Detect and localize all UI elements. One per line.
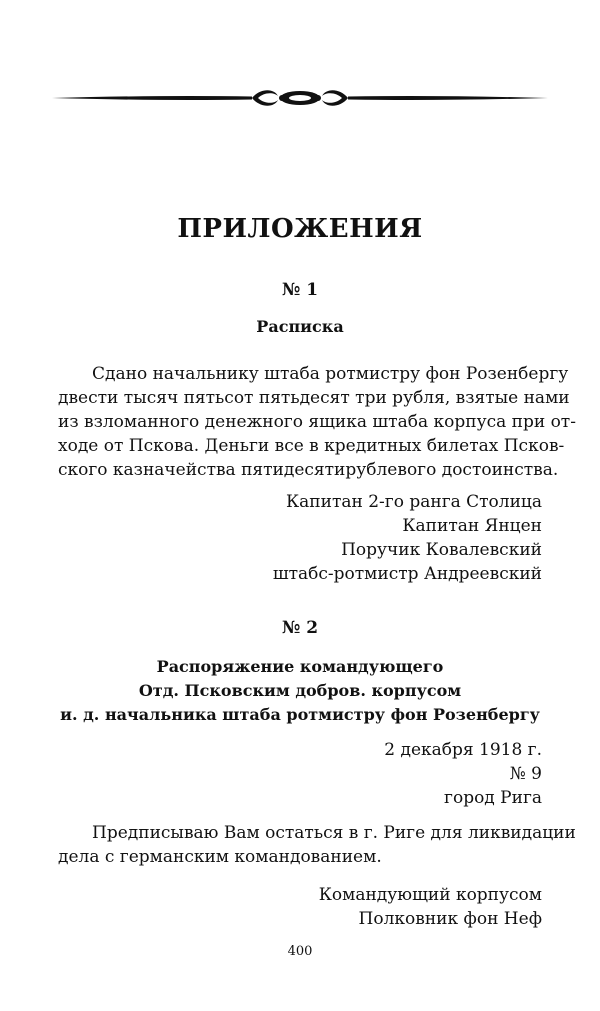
doc2-date: 2 декабря 1918 г. — [384, 740, 542, 760]
doc1-body-line: ского казначейства пятидесятирублевого достоинства. — [58, 460, 559, 480]
signature-line: Поручик Ковалевский — [341, 540, 542, 560]
doc1-body-line: из взломанного денежного ящика штаба корпуса при от- — [58, 412, 576, 432]
doc1-body-line: двести тысяч пятьсот пятьдесят три рубля, взятые нами — [58, 388, 570, 408]
doc1-body-line: Сдано начальнику штаба ротмистру фон Розенбергу — [92, 364, 569, 384]
signature-line: Командующий корпусом — [318, 885, 542, 905]
doc2-number: № 2 — [281, 618, 319, 638]
doc2-body — [58, 821, 576, 869]
doc2-heading-line: и. д. начальника штаба ротмистру фон Розенбергу — [60, 705, 540, 724]
doc1-heading: Расписка — [256, 317, 344, 336]
doc1-number: № 1 — [281, 280, 319, 300]
doc2-heading-line: Отд. Псковским добров. корпусом — [138, 681, 462, 700]
doc1-signatures — [273, 490, 542, 586]
signature-line: штабс-ротмистр Андреевский — [272, 564, 542, 584]
doc2-order-number: № 9 — [509, 764, 542, 784]
doc2-heading — [0, 655, 600, 727]
doc2-meta — [384, 738, 542, 810]
signature-line: Полковник фон Неф — [358, 909, 542, 929]
signature-line: Капитан 2-го ранга Столица — [286, 492, 542, 512]
doc2-heading-line: Распоряжение командующего — [156, 657, 444, 676]
page-title: ПРИЛОЖЕНИЯ — [177, 214, 423, 244]
signature-line: Капитан Янцен — [402, 516, 542, 536]
doc1-body — [58, 362, 576, 482]
doc2-place: город Рига — [444, 788, 542, 808]
doc1-body-line: ходе от Пскова. Деньги все в кредитных билетах Псков- — [58, 436, 565, 456]
doc2-body-line: Предписываю Вам остаться в г. Риге для ликвидации — [92, 823, 576, 843]
doc2-body-line: дела с германским командованием. — [58, 847, 382, 867]
ornament-divider — [52, 86, 548, 110]
doc2-signatures — [319, 883, 542, 931]
page-number: 400 — [287, 944, 313, 959]
